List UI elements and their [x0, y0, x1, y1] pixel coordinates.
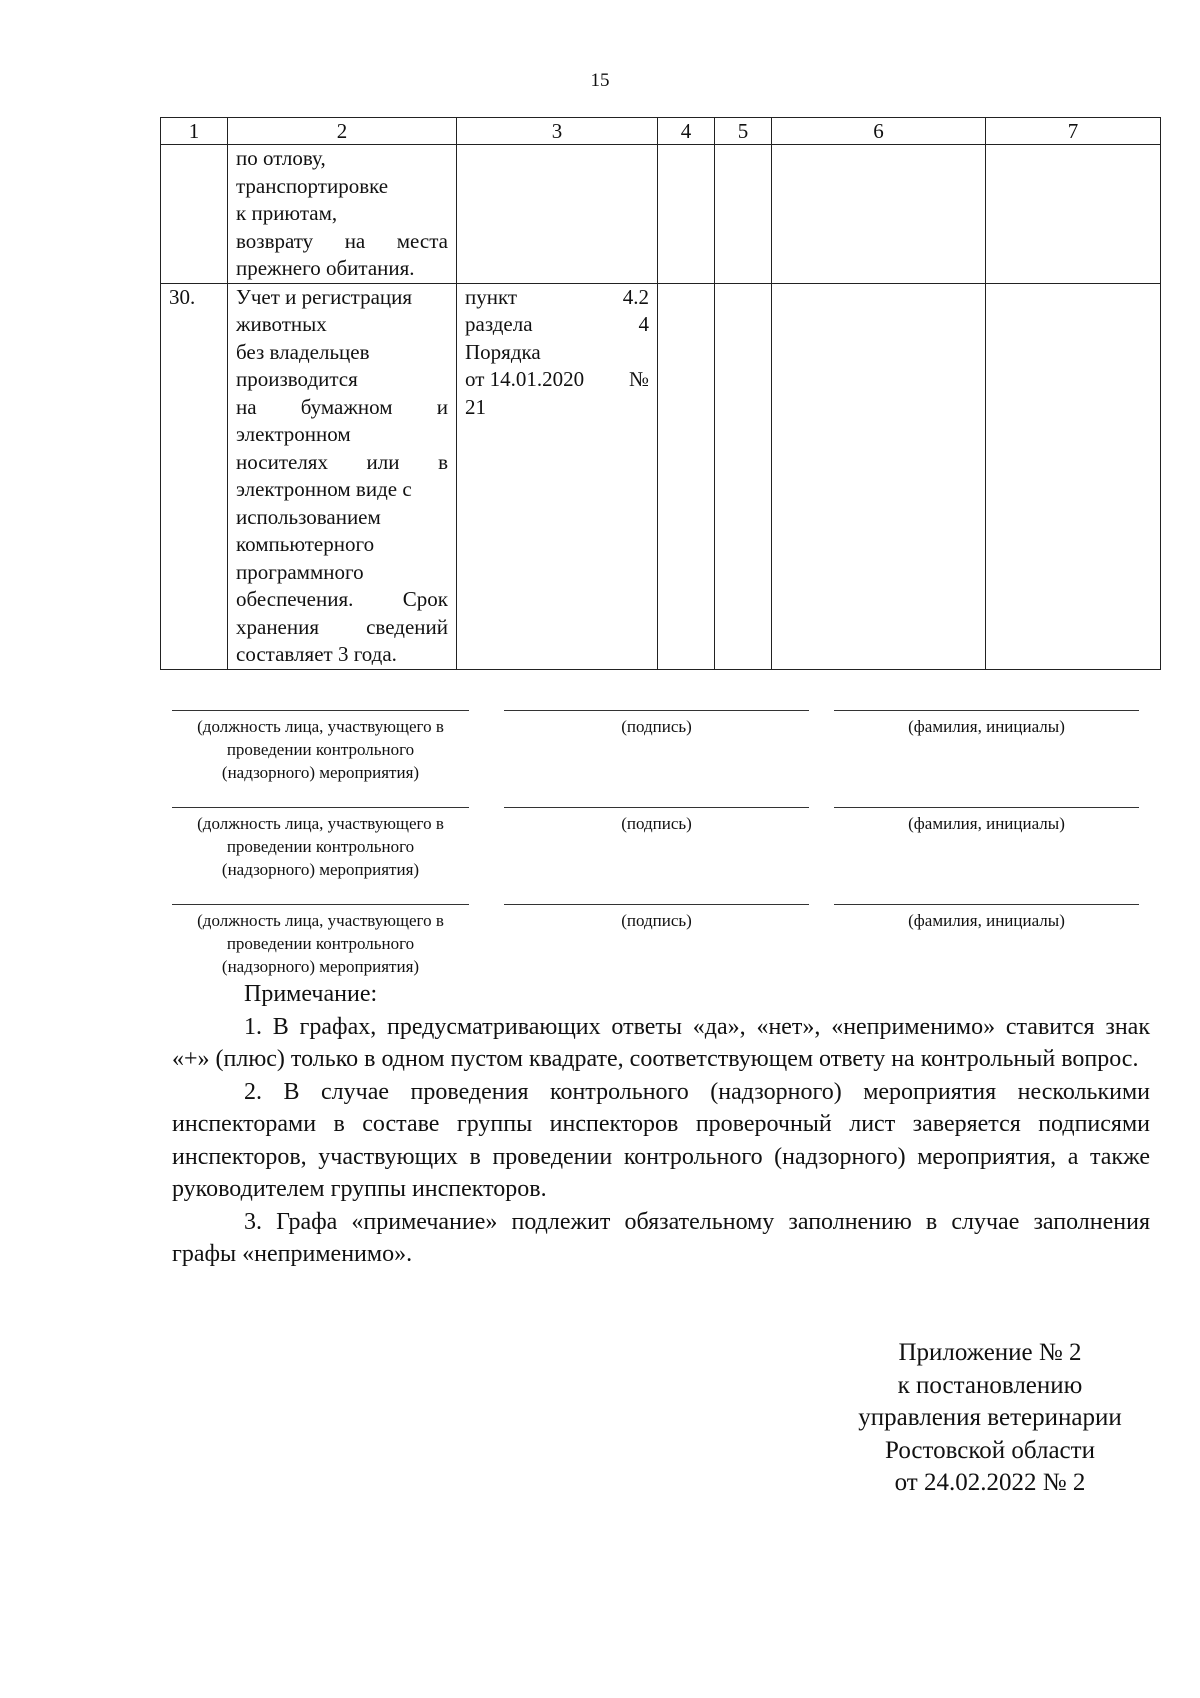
reference-value: № [628, 367, 649, 391]
page-number: 15 [590, 70, 610, 91]
text-line: хранения сведений [236, 614, 448, 639]
checklist-table [160, 117, 1161, 670]
reference-text: 21 [465, 394, 486, 419]
signature-block [160, 904, 1160, 984]
num-cell [161, 145, 228, 284]
text-line: использованием [236, 504, 381, 529]
text-line: без владельцев [236, 339, 370, 364]
note-item: 2. В случае проведения контрольного (надзорного) мероприятия несколькими инспекторами в составе группы инспекторов проверочный лист заверяется подписями инспекторов, участвующих в проведении контрольного (надзорного) мероприятия, а также руководителем группы инспекторов. [172, 1078, 1150, 1202]
name-label: (фамилия, инициалы) [834, 807, 1139, 835]
signature-label: (подпись) [504, 904, 809, 932]
header-cell: 6 [772, 118, 986, 145]
signature-block [160, 807, 1160, 887]
text-line: электронном [236, 422, 351, 446]
text-line: составляет 3 года. [236, 642, 397, 666]
header-cell: 5 [715, 118, 772, 145]
name-label: (фамилия, инициалы) [834, 710, 1139, 738]
reference-text: пункт [465, 284, 518, 309]
reference-line [465, 284, 649, 312]
reference-text: от 14.01.2020 [465, 367, 585, 391]
reference-value: 4 [638, 312, 649, 336]
reference-line [465, 394, 649, 422]
annex-block [800, 1337, 1180, 1500]
annex-line: Приложение № 2 [898, 1339, 1082, 1366]
requirement-cell [228, 283, 457, 669]
num-cell: 30. [161, 283, 228, 669]
reference-value: 4.2 [622, 284, 649, 309]
text-line: программного [236, 559, 364, 584]
text-line: прежнего обитания. [236, 256, 415, 280]
note-item: 1. В графах, предусматривающих ответы «да», «нет», «неприменимо» ставится знак «+» (плюс) только в одном пустом квадрате, соответствующем ответу на контрольный вопрос. [172, 1013, 1150, 1072]
table-row [161, 145, 1161, 284]
text-line: животных [236, 312, 327, 336]
text-line: к приютам, [236, 201, 338, 225]
position-label: (должность лица, участвующего в проведении контрольного (надзорного) мероприятия) [172, 710, 469, 784]
header-cell: 2 [228, 118, 457, 145]
text-line: по отлову, [236, 146, 326, 170]
header-cell: 4 [658, 118, 715, 145]
text-line: производится [236, 367, 358, 391]
reference-cell [457, 283, 658, 669]
position-label: (должность лица, участвующего в проведении контрольного (надзорного) мероприятия) [172, 807, 469, 881]
notes-title: Примечание: [244, 981, 378, 1007]
text-line: компьютерного [236, 532, 375, 556]
reference-line [465, 366, 649, 394]
reference-text: раздела [465, 312, 533, 336]
text-line: Учет и регистрация [236, 284, 413, 309]
reference-line [465, 339, 649, 367]
table-header-row [161, 118, 1161, 145]
notes-section [172, 978, 1150, 1271]
requirement-cell [228, 145, 457, 284]
name-label: (фамилия, инициалы) [834, 904, 1139, 932]
text-line: носителях или в [236, 449, 448, 474]
text-line: на бумажном и [236, 394, 448, 419]
annex-line: Ростовской области [885, 1436, 1095, 1464]
signature-label: (подпись) [504, 710, 809, 738]
note-item: 3. Графа «примечание» подлежит обязательному заполнению в случае заполнения графы «неприменимо». [172, 1208, 1150, 1267]
annex-line: от 24.02.2022 № 2 [894, 1469, 1086, 1496]
reference-line [465, 311, 649, 339]
text-line: обеспечения. Срок [236, 587, 448, 611]
position-label: (должность лица, участвующего в проведении контрольного (надзорного) мероприятия) [172, 904, 469, 978]
annex-line: управления ветеринарии [858, 1404, 1122, 1431]
signature-block [160, 710, 1160, 790]
table-row [161, 283, 1161, 669]
reference-text: Порядка [465, 339, 541, 364]
text-line: транспортировке [236, 173, 389, 198]
text-line: электронном виде с [236, 477, 412, 501]
text-line: возврату на места [236, 228, 448, 253]
header-cell: 3 [457, 118, 658, 145]
header-cell: 1 [161, 118, 228, 145]
signature-label: (подпись) [504, 807, 809, 835]
annex-line: к постановлению [897, 1371, 1083, 1399]
header-cell: 7 [986, 118, 1161, 145]
